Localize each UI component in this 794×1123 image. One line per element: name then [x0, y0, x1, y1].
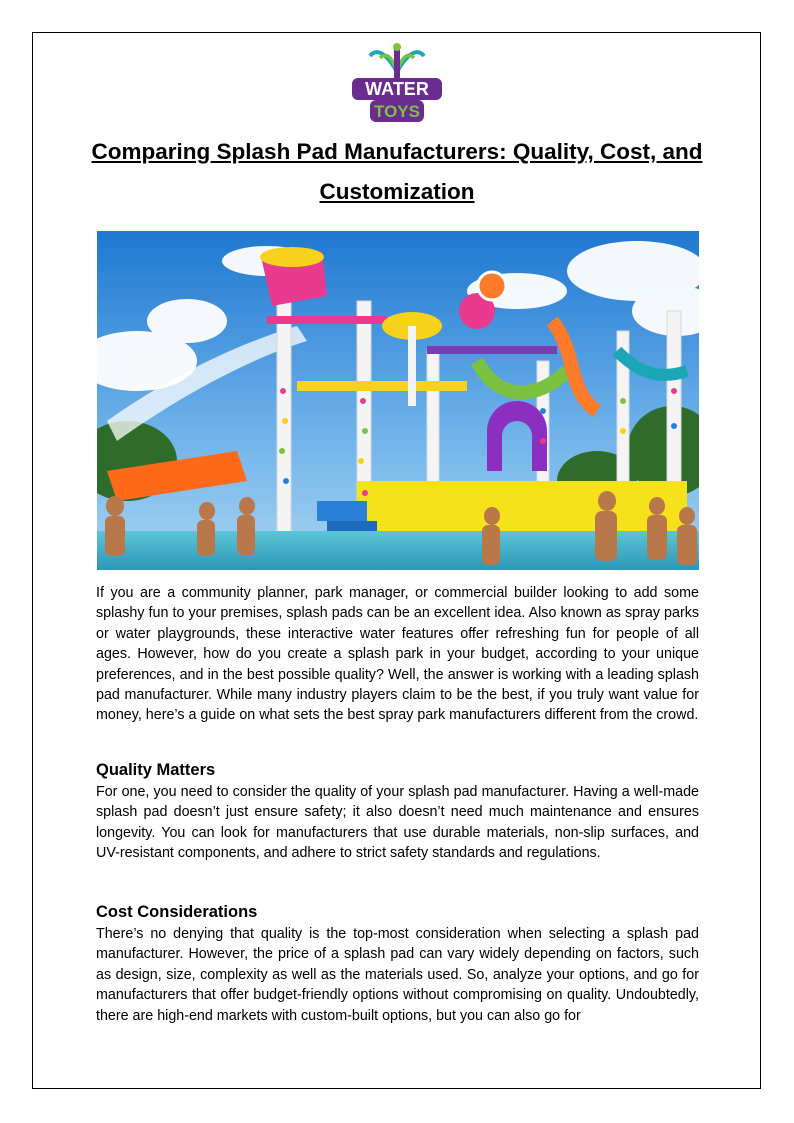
logo-wordmark [352, 78, 442, 122]
fountain-icon [370, 43, 424, 80]
svg-text:TOYS: TOYS [374, 102, 420, 121]
section-heading: Quality Matters [96, 761, 216, 779]
section-heading: Cost Considerations [96, 903, 258, 921]
svg-text:WATER: WATER [365, 79, 429, 99]
water-toys-logo [346, 42, 448, 128]
section-paragraph: For one, you need to consider the quality of your splash pad manufacturer. Having a well-made splash pad doesn’t just ensure safety; it also doesn’t need much maintenance and ensures longevity. You can look for manufacturers that use durable materials, non-slip surfaces, and UV-resistant components, and adhere to strict safety standards and regulations. [96, 784, 699, 862]
intro-paragraph: If you are a community planner, park manager, or commercial builder looking to add some splashy fun to your premises, splash pads can be an excellent idea. Also known as spray parks or water playgrounds, these interactive water features offer refreshing fun for people of all ages. However, how do you create a splash park in your budget, according to your unique preferences, and in the best possible quality? Well, the answer is working with a leading splash pad manufacturer. While many industry players claim to be the best, if you truly want value for money, here’s a guide on what sets the best spray park manufacturers different from the crowd. [96, 585, 699, 724]
page-title: Comparing Splash Pad Manufacturers: Quality, Cost, and Customization [91, 139, 703, 204]
section-paragraph: There’s no denying that quality is the top-most consideration when selecting a splash pad manufacturer. However, the price of a splash pad can vary widely depending on factors, such as design, size, complexity as well as the materials used. So, analyze your options, and go for manufacturers that offer budget-friendly options without compromising on quality. Undoubtedly, there are high-end markets with custom-built options, but you can also go for [96, 926, 699, 1024]
hero-image [97, 231, 699, 570]
